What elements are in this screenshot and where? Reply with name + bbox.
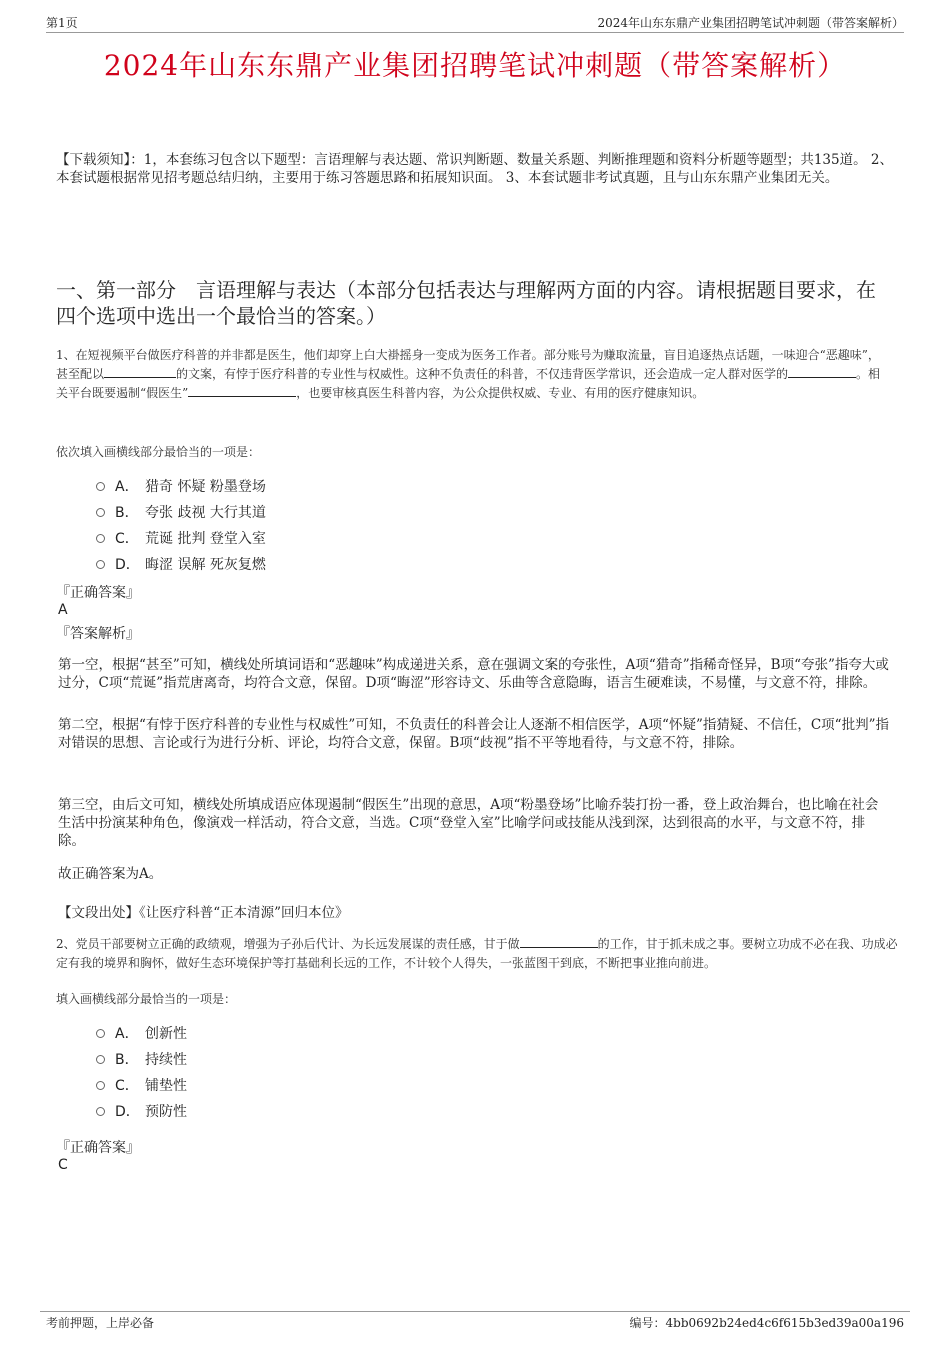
document-id: 编号：4bb0692b24ed4c6f615b3ed39a00a196 <box>629 1316 904 1330</box>
radio-button[interactable] <box>96 1081 105 1090</box>
radio-button[interactable] <box>96 482 105 491</box>
q1-option-c[interactable] <box>96 528 266 548</box>
option-letter: A． <box>115 479 139 495</box>
option-text: 铺垫性 <box>145 1078 187 1094</box>
q1-text-part-2: 的文案，有悖于医疗科普的专业性与权威性。这种不负责任的科普，不仅违背医学常识，还会造成一定人群对医学的 <box>176 367 789 381</box>
option-letter: D． <box>115 557 140 573</box>
q1-analysis-paragraph-3: 第三空，由后文可知，横线处所填成语应体现遏制“假医生”出现的意思，A项“粉墨登场”比喻乔装打扮一番，登上政治舞台，也比喻在社会生活中扮演某种角色，像演戏一样活动，符合文意，当选。C项“登堂入室”比喻学问或技能从浅到深，达到很高的水平，与文意不符，排除。 <box>58 797 879 849</box>
section-heading: 一、第一部分 言语理解与表达（本部分包括表达与理解两方面的内容。请根据题目要求，在四个选项中选出一个最恰当的答案。） <box>56 278 876 328</box>
page-number: 第1页 <box>46 16 78 30</box>
radio-button[interactable] <box>96 1107 105 1116</box>
radio-button[interactable] <box>96 508 105 517</box>
q1-instruction: 依次填入画横线部分最恰当的一项是： <box>56 445 261 459</box>
radio-button[interactable] <box>96 1055 105 1064</box>
option-text: 持续性 <box>145 1052 187 1068</box>
q1-option-a[interactable] <box>96 476 266 496</box>
running-header-title: 2024年山东东鼎产业集团招聘笔试冲刺题（带答案解析） <box>597 16 904 30</box>
option-letter: A． <box>115 1026 139 1042</box>
q1-answer: A <box>58 602 68 618</box>
option-letter: B． <box>115 505 139 521</box>
question-2-stem <box>56 935 898 973</box>
q2-option-b[interactable] <box>96 1049 187 1069</box>
option-letter: C． <box>115 1078 139 1094</box>
q2-option-d[interactable] <box>96 1101 187 1121</box>
q2-text-part-1: 2、党员干部要树立正确的政绩观，增强为子孙后代计、为长远发展谋的责任感，甘于做 <box>56 937 520 951</box>
q1-option-b[interactable] <box>96 502 266 522</box>
q2-option-a[interactable] <box>96 1023 187 1043</box>
option-text: 猎奇 怀疑 粉墨登场 <box>145 479 266 495</box>
q2-text-part-2: 的工作，甘于抓未成之事。要树立功成不必在我、功成必定有我的境界和胸怀，做好生态环境保护等打基础利长远的工作，不计较个人得失，一张蓝图干到底，不断把事业推向前进。 <box>56 937 898 970</box>
option-text: 晦涩 误解 死灰复燃 <box>145 557 266 573</box>
q1-answer-label: 『正确答案』 <box>56 585 140 601</box>
download-notice: 【下载须知】：1，本套练习包含以下题型：言语理解与表达题、常识判断题、数量关系题、判断推理题和资料分析题等题型；共135道。 2、本套试题根据常见招考题总结归纳，主要用于练习答题思路和拓展知识面。 3、本套试题非考试真题，且与山东东鼎产业集团无关。 <box>56 152 893 186</box>
q1-analysis-label: 『答案解析』 <box>56 626 140 642</box>
radio-button[interactable] <box>96 560 105 569</box>
header-divider <box>46 32 904 33</box>
q2-answer-label: 『正确答案』 <box>56 1140 140 1156</box>
q1-analysis-paragraph-1: 第一空，根据“甚至”可知，横线处所填词语和“恶趣味”构成递进关系，意在强调文案的夸张性，A项“猎奇”指稀奇怪异，B项“夸张”指夸大或过分，C项“荒诞”指荒唐离奇，均符合文意，保留。D项“晦涩”形容诗文、乐曲等含意隐晦，语言生硬难读，不易懂，与文意不符，排除。 <box>58 657 889 691</box>
document-title: 2024年山东东鼎产业集团招聘笔试冲刺题（带答案解析） <box>103 49 847 82</box>
radio-button[interactable] <box>96 1029 105 1038</box>
blank-1 <box>520 935 598 948</box>
blank-1 <box>104 365 176 378</box>
q1-text-part-3: 。相关平台既要遏制“假医生” <box>56 367 881 400</box>
footer-divider <box>40 1311 910 1312</box>
q2-instruction: 填入画横线部分最恰当的一项是： <box>56 992 237 1006</box>
q2-answer: C <box>58 1157 68 1173</box>
blank-2 <box>788 365 856 378</box>
footer-slogan: 考前押题，上岸必备 <box>46 1316 155 1330</box>
q1-text-part-1: 1、在短视频平台做医疗科普的并非都是医生，他们却穿上白大褂摇身一变成为医务工作者。部分账号为赚取流量，盲目追逐热点话题，一味迎合“恶趣味”，甚至配以 <box>56 348 880 381</box>
q1-source: 【文段出处】《让医疗科普“正本清源”回归本位》 <box>58 905 349 921</box>
option-text: 夸张 歧视 大行其道 <box>145 505 266 521</box>
option-letter: C． <box>115 531 139 547</box>
option-letter: D． <box>115 1104 140 1120</box>
option-letter: B． <box>115 1052 139 1068</box>
q1-conclusion: 故正确答案为A。 <box>58 866 163 882</box>
q1-option-d[interactable] <box>96 554 266 574</box>
option-text: 荒诞 批判 登堂入室 <box>145 531 266 547</box>
blank-3 <box>188 384 296 397</box>
q1-analysis-paragraph-2: 第二空，根据“有悖于医疗科普的专业性与权威性”可知，不负责任的科普会让人逐渐不相信医学，A项“怀疑”指猜疑、不信任，C项“批判”指对错误的思想、言论或行为进行分析、评论，均符合文意，保留。B项“歧视”指不平等地看待，与文意不符，排除。 <box>58 717 889 751</box>
option-text: 预防性 <box>145 1104 187 1120</box>
option-text: 创新性 <box>145 1026 187 1042</box>
radio-button[interactable] <box>96 534 105 543</box>
q1-text-part-4: ，也要审核真医生科普内容，为公众提供权威、专业、有用的医疗健康知识。 <box>296 386 705 400</box>
q2-option-c[interactable] <box>96 1075 187 1095</box>
question-1-stem <box>56 346 890 403</box>
